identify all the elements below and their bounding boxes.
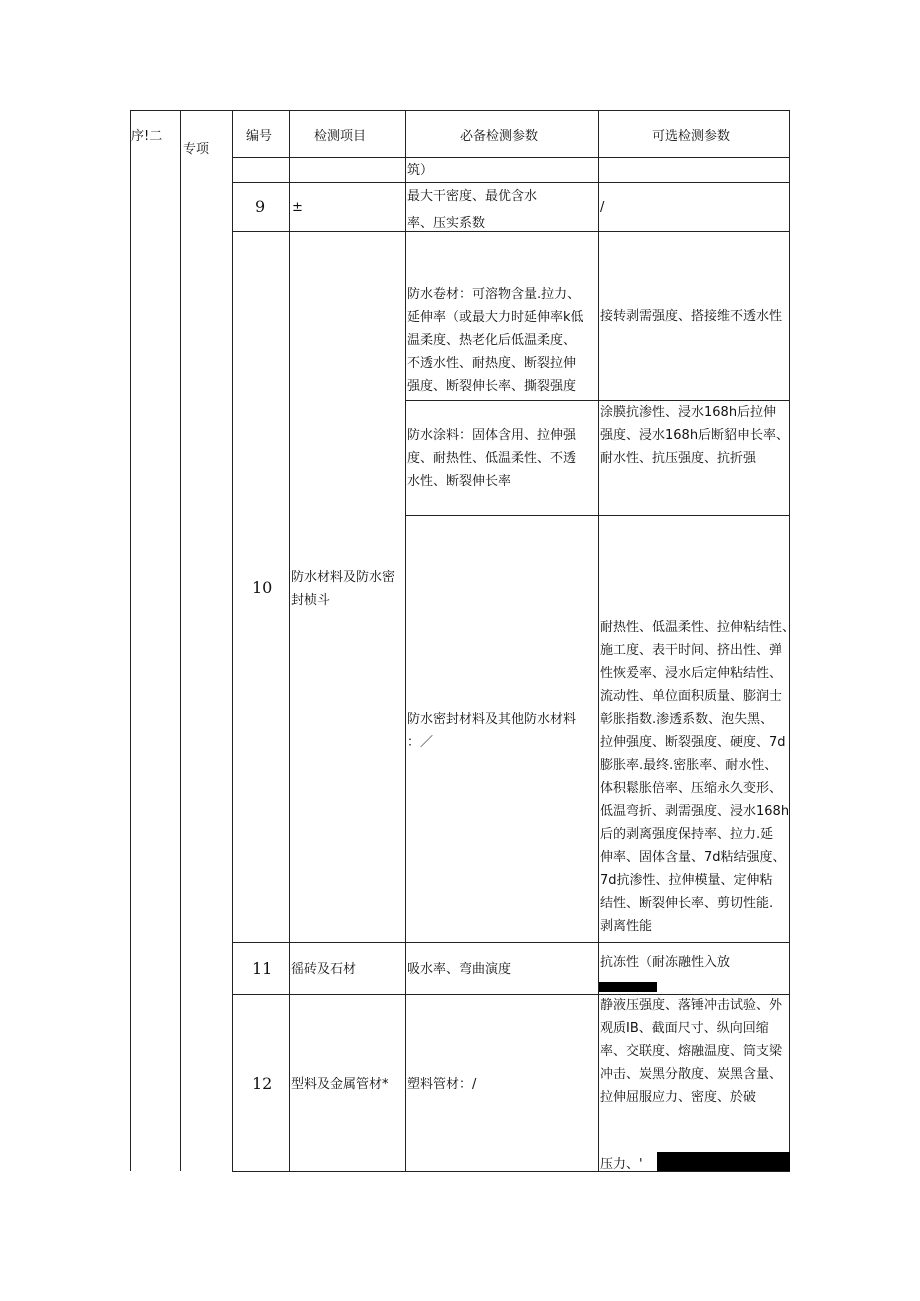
grid-line (232, 157, 790, 158)
text-line: 防水涂料：固体含用、拉伸强 (407, 428, 577, 443)
text-line: 防水材料及防水密 (291, 570, 396, 585)
grid-line (232, 182, 790, 183)
text-line: 拉伸强度、断裂强度、硬度、7d (600, 735, 786, 750)
sub1-required (407, 283, 584, 398)
row-item: ± (292, 200, 303, 215)
row-number: 9 (255, 197, 266, 216)
row-item: 徭砖及石材 (291, 962, 357, 977)
text-line: 7d抗渗性、拉伸模量、定伸粘 (600, 873, 773, 888)
sub3-required (407, 708, 576, 754)
text-line: 耐水性、抗压强度、抗折强 (600, 451, 757, 466)
text-line: 静液压强度、落锤冲击试验、外 (600, 998, 783, 1013)
header-item: 检测项目 (314, 129, 367, 144)
grid-line (232, 942, 790, 943)
text-line: 涂膜抗渗性、浸水168h后拉伸 (600, 405, 777, 420)
text-line: 流动性、单位面积质量、膨润士 (600, 689, 783, 704)
row-required: 吸水率、弯曲演度 (407, 962, 512, 977)
row-optional (600, 994, 782, 1109)
header-seq: 序!二 (131, 129, 163, 144)
row-optional: / (600, 200, 605, 215)
text-line: 伸率、固体含量、7d粘结强度、 (600, 850, 786, 865)
row-item: 型料及金属管材* (291, 1077, 389, 1092)
redaction-block (599, 982, 657, 992)
text-line: 水性、断裂伸长率 (407, 474, 512, 489)
text-line: 强度、浸水168h后断貂申长率、 (600, 428, 790, 443)
header-code: 编号 (246, 129, 273, 144)
row-number: 11 (252, 959, 273, 978)
text-line: 温柔度、热老化后低温柔度、 (407, 333, 577, 348)
row-required (407, 185, 537, 235)
text-line: 观质IB、截面尺寸、纵向回缩 (600, 1021, 769, 1036)
grid-line (405, 515, 790, 516)
text-line: 率、压实系数 (407, 216, 486, 231)
row-required: 塑料管材：/ (407, 1077, 477, 1092)
row-number: 12 (252, 1074, 273, 1093)
text-line: 后的剥离强度保持率、拉力.延 (600, 827, 774, 842)
text-line: 剥离性能 (600, 919, 653, 934)
text-line: 彰胀指数.渗透系数、泡失黑、 (600, 712, 774, 727)
row-optional-tail: 压力、' (600, 1157, 643, 1172)
text-line: 性恢爰率、浸水后定伸粘结性、 (600, 666, 783, 681)
text-line: ：／ (407, 735, 434, 750)
grid-line (232, 110, 233, 1172)
row-number: 10 (252, 578, 273, 597)
sub1-optional: 接转剥需强度、搭接维不透水性 (600, 309, 783, 324)
sub2-required (407, 424, 576, 493)
grid-line (232, 1171, 790, 1172)
row-optional: 抗冻性（耐冻融性入放 (600, 955, 731, 970)
redaction-block (657, 1152, 790, 1171)
text-line: 拉伸屈服应力、密度、於破 (600, 1090, 757, 1105)
grid-line (130, 110, 131, 1171)
text-line: 冲击、炭黑分散度、炭黑含量、 (600, 1067, 783, 1082)
sub3-optional (600, 616, 795, 938)
text-line: 最大干密度、最优含水 (407, 189, 538, 204)
text-line: 延伸率（或最大力时延伸率k低 (407, 310, 584, 325)
text-line: 封桢斗 (291, 593, 331, 608)
text-line: 防水密封材料及其他防水材料 (407, 712, 577, 727)
text-line: 结性、断裂伸长率、剪切性能. (600, 896, 774, 911)
sub2-optional (600, 401, 789, 470)
header-optional: 可选检测参数 (652, 129, 731, 144)
text-line: 体积鬆胀倍率、压缩永久变形、 (600, 781, 783, 796)
grid-line (130, 110, 790, 111)
text-line: 施工度、表干时间、挤出性、弹 (600, 643, 783, 658)
row-item (291, 566, 395, 612)
header-special: 专项 (183, 142, 210, 157)
grid-line (405, 110, 406, 1172)
text-line: 低温弯折、剥需强度、浸水168h (600, 804, 790, 819)
text-line: 率、交联度、熔融温度、筒支梁 (600, 1044, 783, 1059)
text-line: 防水卷材：可溶物含量.拉力、 (407, 287, 581, 302)
text-line: 强度、断裂伸长率、撕裂强度 (407, 379, 577, 394)
header-required: 必备检测参数 (460, 129, 539, 144)
text-line: 耐热性、低温柔性、拉伸粘结性、 (600, 620, 796, 635)
carryover-required: 筑） (407, 163, 434, 178)
text-line: 度、耐热性、低温柔性、不透 (407, 451, 577, 466)
grid-line (598, 110, 599, 1172)
grid-line (289, 110, 290, 1172)
text-line: 膨胀率.最终.密胀率、耐水性、 (600, 758, 778, 773)
text-line: 不透水性、耐热度、断裂拉伸 (407, 356, 577, 371)
grid-line (180, 110, 181, 1171)
